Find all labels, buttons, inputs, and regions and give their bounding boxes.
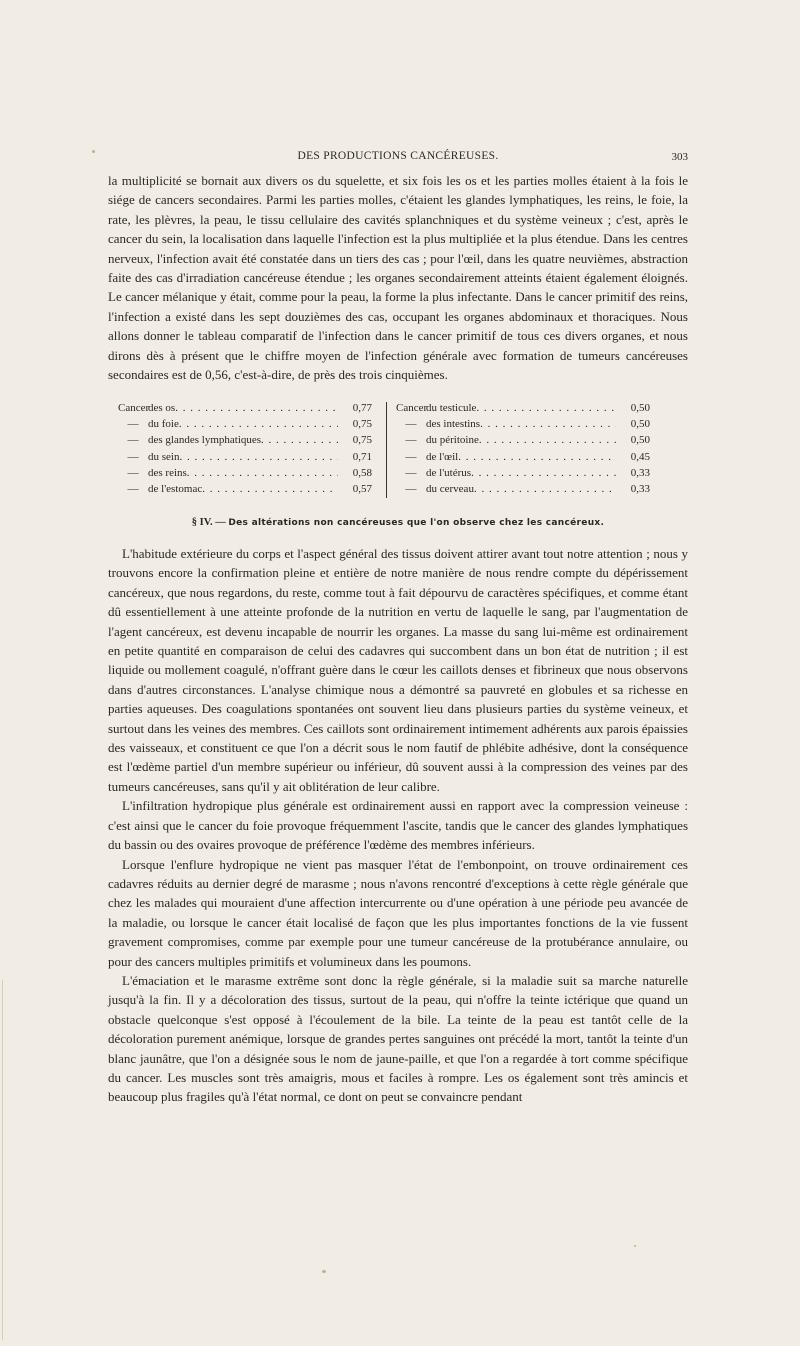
table-row bbox=[396, 432, 650, 448]
row-prefix: — bbox=[405, 466, 417, 479]
table-row bbox=[396, 481, 650, 497]
table-column-left bbox=[118, 400, 372, 497]
row-prefix: — bbox=[405, 434, 417, 447]
infection-value: 0,75 bbox=[352, 418, 372, 431]
infection-table bbox=[118, 400, 678, 500]
table-row bbox=[118, 481, 372, 497]
table-column-right bbox=[396, 400, 650, 497]
table-row bbox=[396, 400, 650, 416]
dot-leader bbox=[471, 465, 616, 481]
section-number: § IV. — bbox=[191, 517, 226, 528]
infection-value: 0,58 bbox=[352, 466, 372, 479]
dot-leader bbox=[458, 449, 616, 465]
row-prefix: — bbox=[127, 434, 139, 447]
section-body bbox=[108, 544, 688, 1107]
row-prefix: — bbox=[405, 483, 417, 496]
body-paragraph: L'infiltration hydropique plus générale est ordinairement aussi en rapport avec la compression veineuse : c'est ainsi que le cancer du foie provoque fréquemment l'ascite, tandis que le cancer des glandes lymphatiques du bassin ou des ovaires provoque de préférence l'œdème des membres inférieurs. bbox=[108, 798, 688, 853]
paper-speck bbox=[634, 1245, 636, 1247]
dot-leader bbox=[179, 449, 338, 465]
dot-leader bbox=[474, 481, 616, 497]
organ-name: du péritoine bbox=[426, 434, 479, 447]
row-prefix: — bbox=[127, 483, 139, 496]
column-divider bbox=[386, 402, 387, 498]
body-paragraph: L'habitude extérieure du corps et l'aspect général des tissus doivent attirer avant tout notre attention ; nous y trouvons encore la confirmation pleine et entière de notre manière de nous rendre compte du dépérissement cancéreux, que nous regardons, du reste, comme tout à fait dépourvu de caractères spécifiques, et comme étant dû essentiellement à une atteinte profonde de la nutrition en vertu de laquelle le sang, par l'augmentation de l'agent cancéreux, est devenu incapable de nourrir les organes. La masse du sang lui-même est ordinairement en petite quantité en comparaison de celui des cadavres qui succombent dans un bon état de nutrition ; il est liquide ou mollement coagulé, n'offrant guère dans le cœur les caillots denses et fibrineux que nous observons dans d'autres circonstances. L'analyse chimique nous a démontré sa pauvreté en globules et sa richesse en parties aqueuses. Des coagulations spontanées ont souvent lieu dans plusieurs parties du système veineux, et surtout dans les veines des membres. Ces caillots sont ordinairement intimement adhérents aux parois épaissies des vaisseaux, et constituent ce que l'on a décrit sous le nom fautif de phlébite adhésive, dont la conséquence est l'œdème partiel d'un membre supérieur ou inférieur, dû souvent aussi à la compression des veines par des tumeurs cancéreuses, sans qu'il y ait oblitération de leur calibre. bbox=[108, 546, 688, 794]
infection-value: 0,57 bbox=[352, 483, 372, 496]
dot-leader bbox=[476, 400, 616, 416]
body-paragraph: Lorsque l'enflure hydropique ne vient pas masquer l'état de l'embonpoint, on trouve ordinairement ces cadavres réduits au dernier degré de marasme ; nous n'avons rencontré d'exceptions à cette règle générale que chez les malades qui mouraient d'une affection intercurrente ou d'une opération à une période peu avancée de la maladie, ou lorsque le cancer était localisé de façon que les plus importantes fonctions de la vie fussent gravement compromises, comme par exemple pour une tumeur cancéreuse de la protubérance annulaire, ou pour des cancers multiples primitifs et volumineux dans les poumons. bbox=[108, 856, 688, 969]
row-prefix: Cancer bbox=[118, 402, 150, 414]
table-row bbox=[118, 400, 372, 416]
intro-paragraph: la multiplicité se bornait aux divers os du squelette, et six fois les os et les parties molles étaient à la fois le siége de cancers secondaires. Parmi les parties molles, c'étaient les glandes lymphatiques, les reins, le foie, la rate, les plèvres, la peau, le tissu cellulaire des cavités splanchniques et du système veineux ; c'est, après le cancer du sein, la localisation dans laquelle l'infection est la plus multipliée et la plus étendue. Dans les centres nerveux, l'infection avait été constatée dans un tiers des cas ; pour l'œil, dans les quatre neuvièmes, abstraction faite des cas d'irradiation cancéreuse étendue ; les organes secondairement atteints étaient également éloignés. Le cancer mélanique y était, comme pour la peau, la forme la plus infectante. Dans le cancer primitif des reins, l'infection a existé dans les sept douzièmes des cas, occupant les organes abdominaux et thoraciques. Nous allons donner le tableau comparatif de l'infection dans le cancer primitif de tous ces divers organes, et nous dirons dès à présent que le chiffre moyen de l'infection générale avec formation de tumeurs cancéreuses secondaires est de 0,56, c'est-à-dire, de près des trois cinquièmes. bbox=[108, 173, 688, 383]
organ-name: du foie bbox=[148, 418, 179, 431]
page-number: 303 bbox=[671, 151, 688, 163]
running-title: DES PRODUCTIONS CANCÉREUSES. bbox=[297, 150, 499, 162]
table-row bbox=[118, 432, 372, 448]
table-row bbox=[396, 416, 650, 432]
infection-value: 0,45 bbox=[630, 450, 650, 463]
row-prefix: — bbox=[127, 466, 139, 479]
row-prefix: — bbox=[127, 418, 139, 431]
dot-leader bbox=[202, 481, 338, 497]
dot-leader bbox=[179, 416, 338, 432]
infection-value: 0,50 bbox=[630, 402, 650, 414]
organ-name: du testicule bbox=[426, 402, 477, 414]
table-row bbox=[396, 465, 650, 481]
row-prefix: — bbox=[405, 418, 417, 431]
infection-value: 0,75 bbox=[352, 434, 372, 447]
row-prefix: Cancer bbox=[396, 402, 428, 414]
page-edge-shadow bbox=[2, 980, 3, 1340]
organ-name: du cerveau bbox=[426, 483, 474, 496]
section-subject: Des altérations non cancéreuses que l'on observe chez les cancéreux. bbox=[228, 518, 605, 528]
infection-value: 0,33 bbox=[630, 483, 650, 496]
organ-name: des os bbox=[148, 402, 176, 414]
dot-leader bbox=[479, 432, 616, 448]
organ-name: des reins bbox=[148, 466, 187, 479]
infection-value: 0,50 bbox=[630, 418, 650, 431]
intro-text bbox=[108, 171, 688, 384]
body-paragraph: L'émaciation et le marasme extrême sont donc la règle générale, si la maladie suit sa marche naturelle jusqu'à la fin. Il y a décoloration des tissus, surtout de la peau, qui n'offre la teinte ictérique que quand un obstacle quelconque s'est opposé à l'écoulement de la bile. La teinte de la peau est tantôt celle de la décoloration purement anémique, lorsque de grandes pertes sanguines ont précédé la mort, tantôt la teinte d'un blanc jaunâtre, que l'on a désignée sous le nom de jaune-paille, et que l'on a regardée à tort comme spécifique du cancer. Les muscles sont très amaigris, mous et faciles à rompre. Les os également sont très amincis et beaucoup plus fragiles qu'à l'état normal, ce dont on peut se convaincre pendant bbox=[108, 972, 688, 1105]
infection-value: 0,71 bbox=[352, 450, 372, 463]
dot-leader bbox=[261, 432, 338, 448]
section-heading bbox=[108, 517, 688, 528]
paper-speck bbox=[92, 150, 95, 153]
table-row bbox=[118, 449, 372, 465]
organ-name: de l'estomac bbox=[148, 483, 203, 496]
infection-value: 0,33 bbox=[630, 466, 650, 479]
table-row bbox=[118, 465, 372, 481]
dot-leader bbox=[187, 465, 338, 481]
organ-name: de l'utérus bbox=[426, 466, 472, 479]
organ-name: de l'œil bbox=[426, 450, 459, 463]
infection-value: 0,50 bbox=[630, 434, 650, 447]
row-prefix: — bbox=[127, 450, 139, 463]
dot-leader bbox=[175, 400, 338, 416]
organ-name: des glandes lymphatiques bbox=[148, 434, 262, 447]
row-prefix: — bbox=[405, 450, 417, 463]
running-header bbox=[108, 150, 688, 168]
paper-speck bbox=[322, 1270, 326, 1273]
organ-name: des intestins bbox=[426, 418, 481, 431]
infection-value: 0,77 bbox=[352, 402, 372, 414]
dot-leader bbox=[480, 416, 616, 432]
organ-name: du sein bbox=[148, 450, 180, 463]
table-row bbox=[396, 449, 650, 465]
table-row bbox=[118, 416, 372, 432]
